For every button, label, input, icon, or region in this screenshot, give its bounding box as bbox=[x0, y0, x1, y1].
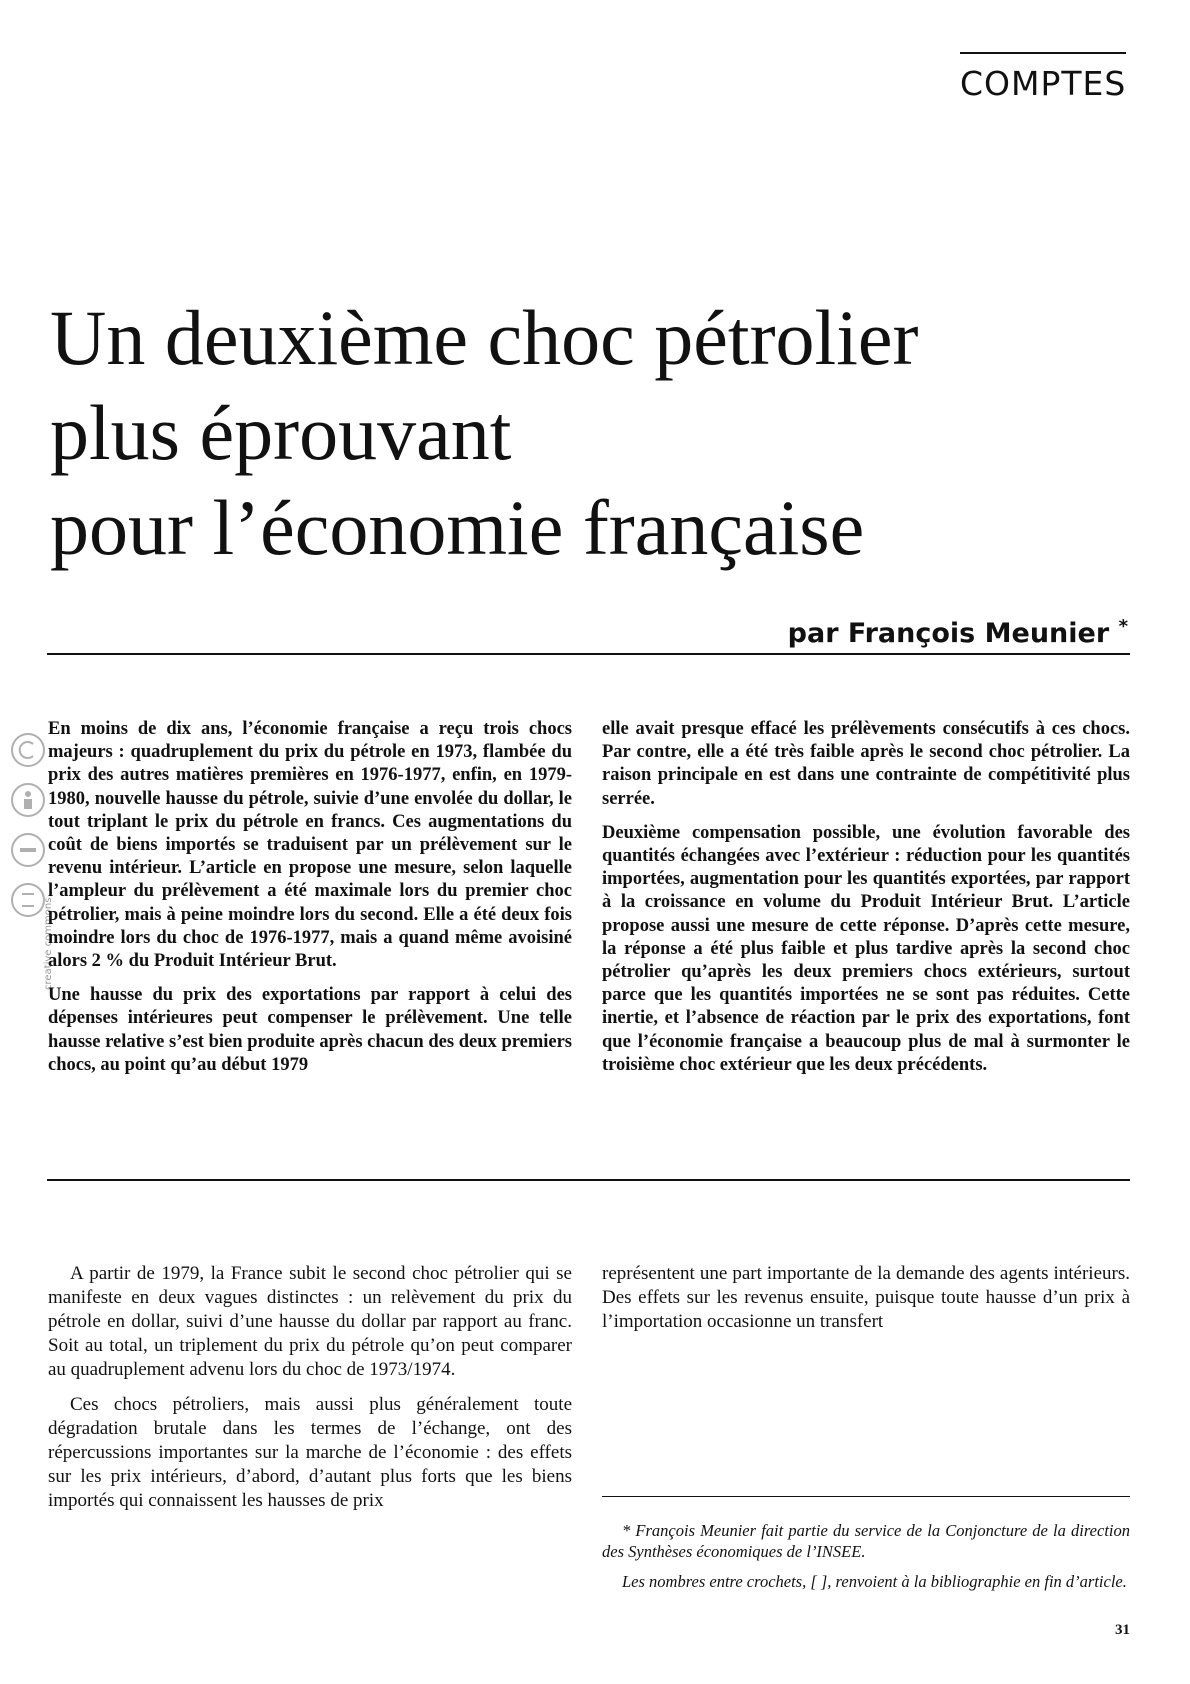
body-paragraph: Ces chocs pétroliers, mais aussi plus généralement toute dégradation brutale dans les termes de l’échange, ont des répercussions importantes sur la marche de l’économie : des effets sur les prix intérieurs, d’abord, d’autant plus forts que les biens importés qui connaissent les hausses de prix bbox=[48, 1394, 572, 1511]
section-label: COMPTES bbox=[960, 52, 1126, 103]
footnote: * François Meunier fait partie du service de la Conjoncture de la direction des Synthèses économiques de l’INSEE. bbox=[602, 1521, 1130, 1561]
body-left-column bbox=[48, 1262, 572, 1524]
article-title bbox=[50, 290, 1140, 575]
creative-commons-icon bbox=[8, 722, 48, 932]
body-paragraph: A partir de 1979, la France subit le second choc pétrolier qui se manifeste en deux vagues distinctes : un relèvement du prix du pétrole en dollar, suivi d’une hausse du dollar par rapport au franc. Soit au total, un triplement du prix du pétrole qu’on peut comparer au quadruplement advenu lors du choc de 1973/1974. bbox=[48, 1263, 572, 1380]
title-line: plus éprouvant bbox=[50, 389, 512, 476]
body-right-column bbox=[602, 1262, 1130, 1345]
divider-top bbox=[47, 653, 1130, 655]
abstract-right-column bbox=[602, 718, 1130, 1088]
abstract-left-column bbox=[48, 718, 572, 1088]
license-line: creative bbox=[43, 949, 54, 990]
abstract-paragraph: Deuxième compensation possible, une évolution favorable des quantités échangées avec l’extérieur : réduction pour les quantités importées, augmentation pour les quantités exportées, par rapport à la croissance en volume du Produit Intérieur Brut. L’article propose aussi une mesure de cette réponse. D’après cette mesure, la réponse a été plus faible et plus tardive après la second choc pétrolier qu’après les deux premiers chocs extérieurs, surtout parce que les quantités importées ne se sont pas réduites. Cette inertie, et l’absence de réaction par le prix des exportations, font que l’économie française a beaucoup plus de mal à surmonter le troisième choc extérieur que les deux précédents. bbox=[602, 822, 1130, 1075]
abstract-paragraph: elle avait presque effacé les prélèvements consécutifs à ces chocs. Par contre, elle a été très faible après le second choc pétrolier. La raison principale en est dans une contrainte de compétitivité plus serrée. bbox=[602, 719, 1130, 809]
author-footnote-mark: * bbox=[1118, 616, 1128, 637]
divider-bottom bbox=[47, 1179, 1130, 1181]
footnotes bbox=[602, 1520, 1130, 1601]
title-line: Un deuxième choc pétrolier bbox=[50, 294, 919, 381]
footnote-divider bbox=[602, 1496, 1130, 1497]
byline bbox=[788, 616, 1128, 649]
title-line: pour l’économie française bbox=[50, 484, 865, 571]
license-line: commons bbox=[43, 897, 54, 947]
abstract-paragraph: Une hausse du prix des exportations par rapport à celui des dépenses intérieures peut compenser le prélèvement. Une telle hausse relative s’est bien produite après chacun des deux premiers chocs, au point qu’au début 1979 bbox=[48, 985, 572, 1075]
body-paragraph: représentent une part importante de la demande des agents intérieurs. Des effets sur les revenus ensuite, puisque toute hausse d’un prix à l’importation occasionne un transfert bbox=[602, 1263, 1130, 1332]
footnote: Les nombres entre crochets, [ ], renvoient à la bibliographie en fin d’article. bbox=[622, 1572, 1127, 1591]
abstract-paragraph: En moins de dix ans, l’économie française a reçu trois chocs majeurs : quadruplement du prix du pétrole en 1973, flambée du prix des autres matières premières en 1976-1977, enfin, en 1979-1980, nouvelle hausse du pétrole, suivie d’une envolée du dollar, le tout triplant le prix du pétrole en francs. Ces augmentations du coût de biens importés se traduisent par un prélèvement sur le revenu intérieur. L’article en propose une mesure, selon laquelle l’ampleur du prélèvement a été maximale lors du premier choc pétrolier, mais à peine moindre lors du second. Elle a été deux fois moindre lors du choc de 1976-1977, mais a quand même avoisiné alors 2 % du Produit Intérieur Brut. bbox=[48, 719, 572, 972]
author: par François Meunier bbox=[787, 618, 1110, 649]
page-number: 31 bbox=[1115, 1622, 1130, 1638]
